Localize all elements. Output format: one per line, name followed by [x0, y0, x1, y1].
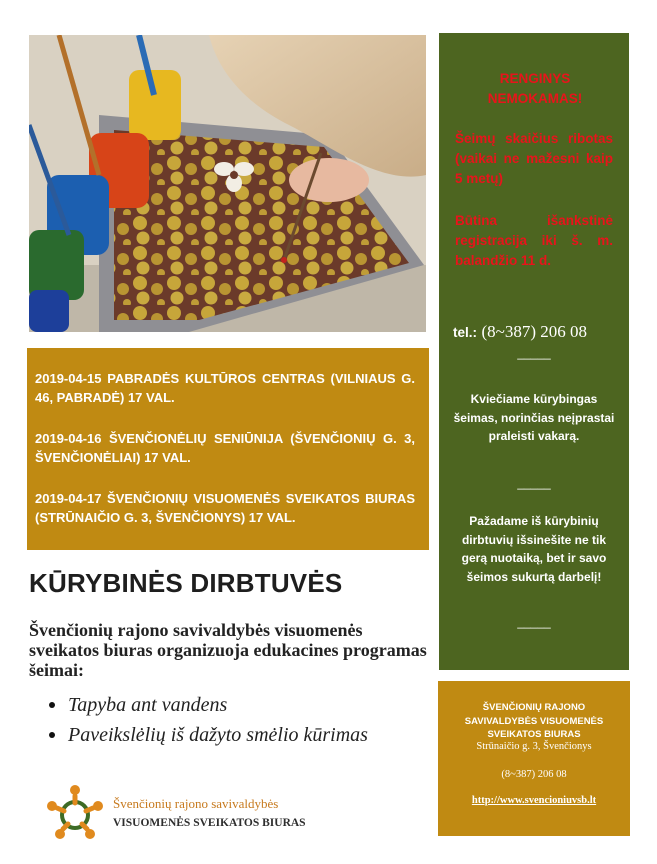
event-dates-box — [27, 348, 429, 550]
logo-text — [113, 796, 306, 829]
list-item-label: Tapyba ant vandens — [68, 694, 228, 716]
event-date-3: 2019-04-17 ŠVENČIONIŲ VISUOMENĖS SVEIKATOS BIURAS (STRŪNAIČIO G. 3, ŠVENČIONYS) 17 VAL. — [35, 491, 415, 525]
logo-line-1: Švenčionių rajono savivaldybės — [113, 796, 279, 811]
organization-website-link[interactable]: http://www.svencioniuvsb.lt — [471, 795, 597, 806]
phone-label: tel.: — [453, 325, 478, 340]
list-item — [44, 690, 424, 720]
people-circle-logo-icon — [44, 784, 106, 846]
promise-text: Pažadame iš kūrybinių dirbtuvių išsinešite ne tik gerą nuotaiką, bet ir savo šeimos sukurtą darbelį! — [461, 514, 607, 584]
invite-text: Kviečiame kūrybingas šeimas, norinčias neįprastai praleisti vakarą. — [453, 392, 615, 443]
list-item-label: Paveikslėlių iš dažyto smėlio kūrimas — [68, 724, 368, 746]
organization-phone: (8~387) 206 08 — [501, 769, 567, 780]
info-panel — [439, 33, 629, 670]
bullet-icon — [49, 702, 55, 708]
event-date-2: 2019-04-16 ŠVENČIONĖLIŲ SENIŪNIJA (ŠVENČIONIŲ G. 3, ŠVENČIONĖLIAI) 17 VAL. — [35, 431, 415, 465]
organization-logo — [44, 784, 106, 846]
phone-number: (8~387) 206 08 — [481, 322, 587, 341]
program-list — [44, 690, 424, 750]
divider: _____ — [517, 615, 551, 629]
event-free-notice: RENGINYS NEMOKAMAS! — [487, 71, 583, 106]
logo-line-2: VISUOMENĖS SVEIKATOS BIURAS — [113, 817, 306, 829]
phone-line — [453, 322, 623, 342]
event-date-1: 2019-04-15 PABRADĖS KULTŪROS CENTRAS (VILNIAUS G. 46, PABRADĖ) 17 VAL. — [35, 371, 415, 405]
registration-notice: Būtina išankstinė registracija iki š. m. balandžio 11 d. — [455, 213, 613, 268]
intro-text: Švenčionių rajono savivaldybės visuomenės sveikatos biuras organizuoja edukacines programas šeimai: — [29, 620, 427, 680]
marbling-photo — [29, 35, 426, 332]
bullet-icon — [49, 732, 55, 738]
organization-name: ŠVENČIONIŲ RAJONO SAVIVALDYBĖS VISUOMENĖS SVEIKATOS BIURAS — [464, 702, 604, 740]
page-title: KŪRYBINĖS DIRBTUVĖS — [29, 568, 343, 598]
divider: _____ — [517, 346, 551, 360]
list-item — [44, 720, 424, 750]
marbling-painting-photo — [29, 35, 426, 332]
divider: _____ — [517, 476, 551, 490]
organization-address: Strūnaičio g. 3, Švenčionys — [476, 741, 592, 752]
limited-families-notice: Šeimų skaičius ribotas (vaikai ne mažesni kaip 5 metų) — [455, 131, 613, 186]
organization-box — [438, 681, 630, 836]
